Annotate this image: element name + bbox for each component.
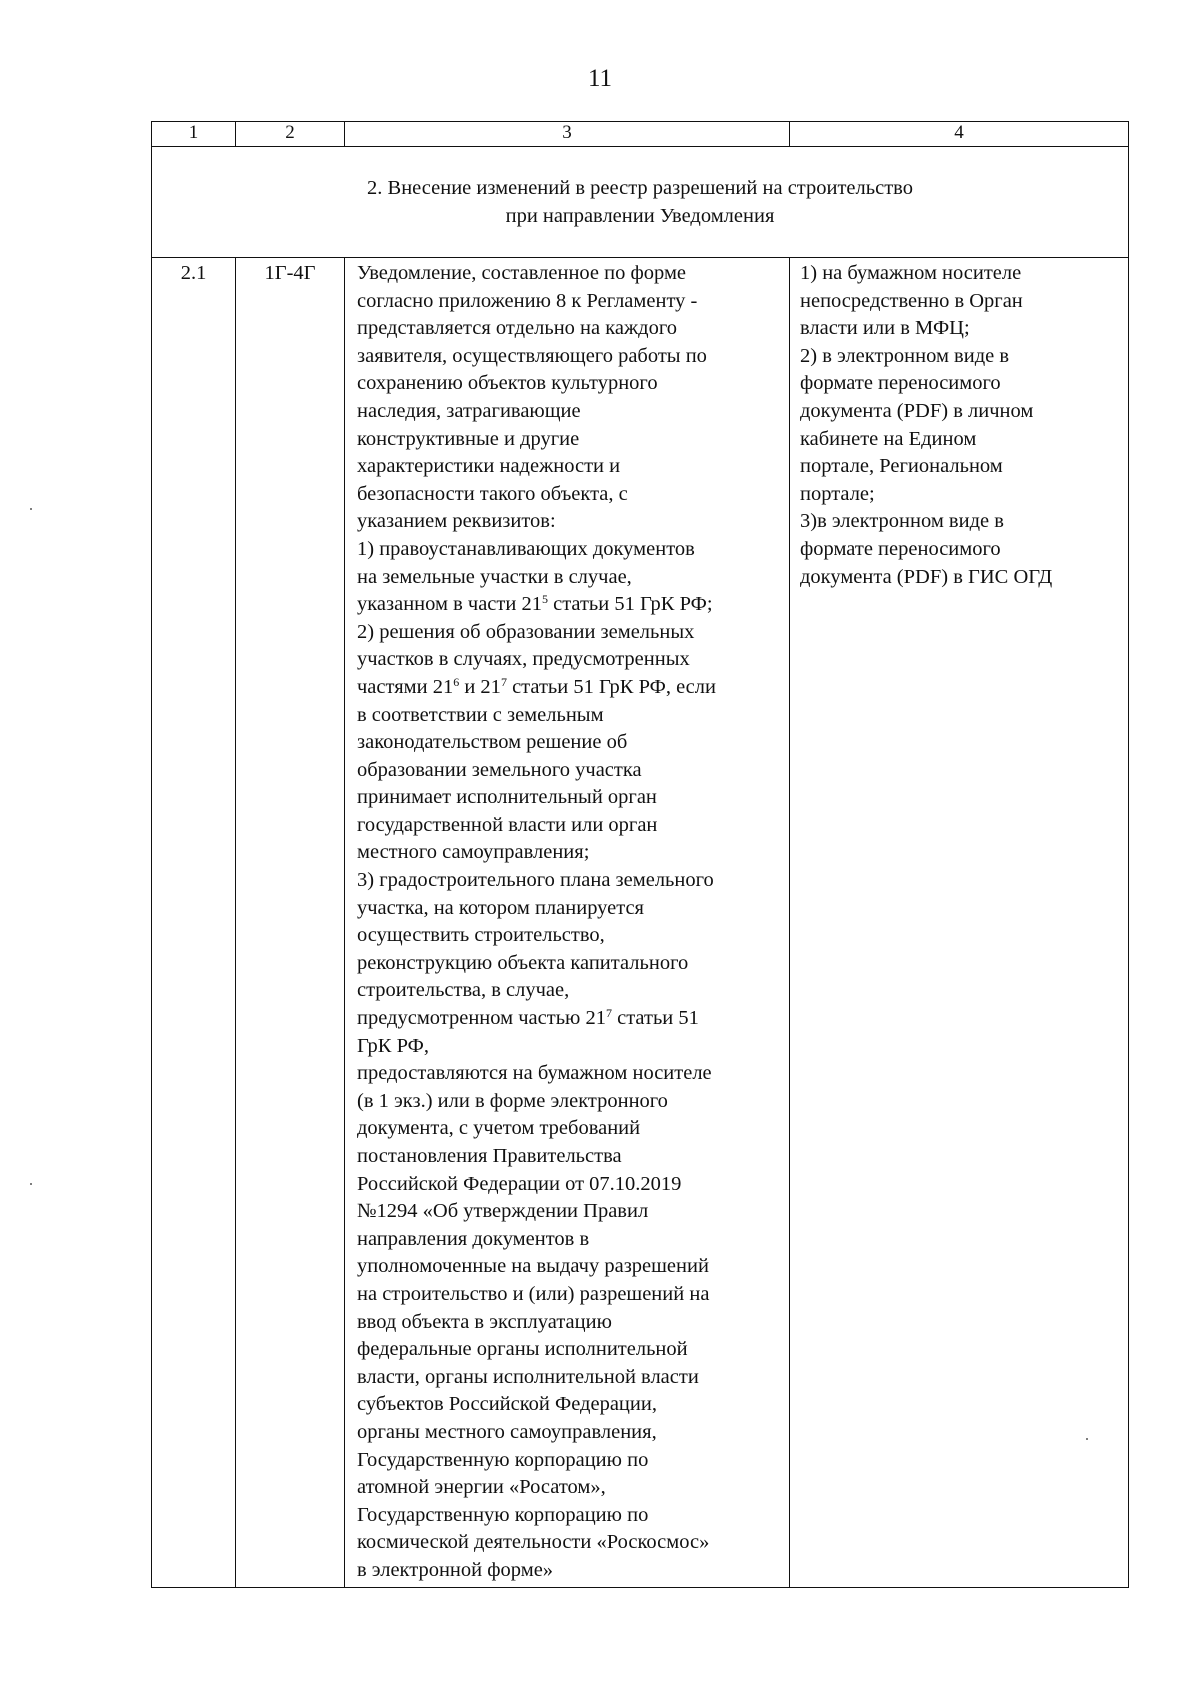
submission-method-line: формате переносимого (800, 372, 1001, 395)
description-line: предоставляются на бумажном носителе (357, 1062, 712, 1085)
description-line: Государственную корпорацию по (357, 1448, 649, 1471)
submission-method-lines (800, 260, 1124, 591)
submission-method-line: непосредственно в Орган (800, 289, 1023, 312)
section-title-line-2: при направлении Уведомления (505, 205, 775, 227)
description-line: 2) решения об образовании земельных (357, 620, 695, 643)
description-line: сохранению объектов культурного (357, 372, 658, 395)
description-line: реконструкцию объекта капитального (357, 951, 689, 974)
description-line: характеристики надежности и (357, 455, 621, 478)
description-line: документа, с учетом требований (357, 1117, 641, 1140)
regulation-table (151, 121, 1129, 1588)
description-line: наследия, затрагивающие (357, 399, 581, 422)
scan-speck (30, 1183, 32, 1185)
section-row (152, 147, 1129, 258)
description-line: (в 1 экз.) или в форме электронного (357, 1089, 668, 1112)
row-description (345, 258, 790, 1588)
description-line: атомной энергии «Росатом», (357, 1476, 606, 1499)
description-line: власти, органы исполнительной власти (357, 1365, 699, 1388)
submission-method-line: 1) на бумажном носителе (800, 262, 1022, 284)
description-line: в электронной форме» (357, 1558, 554, 1581)
description-line: строительства, в случае, (357, 979, 570, 1002)
description-line: ГрК РФ, (357, 1034, 429, 1057)
submission-method-line: формате переносимого (800, 537, 1001, 560)
description-line: согласно приложению 8 к Регламенту - (357, 289, 698, 312)
header-cell-4: 4 (790, 122, 1129, 147)
description-line: постановления Правительства (357, 1145, 622, 1167)
description-line: Уведомление, составленное по форме (357, 262, 687, 284)
description-line: космической деятельности «Роскосмос» (357, 1531, 710, 1554)
header-cell-3: 3 (345, 122, 790, 147)
description-line: государственной власти или орган (357, 813, 658, 836)
row-submission-methods (790, 258, 1129, 1588)
description-line: участка, на котором планируется (357, 896, 644, 919)
submission-method-line: документа (PDF) в ГИС ОГД (800, 565, 1053, 588)
description-line: образовании земельного участка (357, 758, 642, 781)
description-line: безопасности такого объекта, с (357, 482, 628, 505)
description-line: 3) градостроительного плана земельного (357, 869, 714, 892)
description-line: Государственную корпорацию по (357, 1503, 649, 1526)
submission-method-line: 2) в электронном виде в (800, 344, 1010, 367)
header-cell-1: 1 (152, 122, 236, 147)
description-line: заявителя, осуществляющего работы по (357, 344, 707, 367)
header-cell-2: 2 (236, 122, 345, 147)
description-line: конструктивные и другие (357, 427, 580, 450)
description-line: указанном в части $21^5$ статьи 51 ГрК РФ; (357, 592, 713, 616)
section-title-line-1: 2. Внесение изменений в реестр разрешений на строительство (367, 177, 913, 199)
description-line: субъектов Российской Федерации, (357, 1393, 657, 1416)
description-line: участков в случаях, предусмотренных (357, 648, 690, 671)
description-line: уполномоченные на выдачу разрешений (357, 1255, 709, 1278)
description-line: на земельные участки в случае, (357, 565, 632, 588)
scan-speck (1086, 1438, 1088, 1440)
description-line: осуществить строительство, (357, 924, 605, 947)
submission-method-line: портале, Региональном (800, 455, 1003, 478)
row-number: 2.1 (152, 258, 236, 1588)
table-header-row (152, 122, 1129, 147)
description-line: направления документов в (357, 1227, 590, 1250)
description-line: федеральные органы исполнительной (357, 1338, 688, 1361)
description-line: на строительство и (или) разрешений на (357, 1282, 710, 1305)
scan-speck (30, 508, 32, 510)
submission-method-line: кабинете на Едином (800, 427, 977, 450)
description-line: органы местного самоуправления, (357, 1420, 657, 1443)
submission-method-line: документа (PDF) в личном (800, 399, 1034, 422)
page-number: 11 (587, 65, 613, 92)
section-title (152, 147, 1129, 258)
description-line: законодательством решение об (357, 731, 628, 754)
description-line: ввод объекта в эксплуатацию (357, 1310, 612, 1333)
description-line: местного самоуправления; (357, 841, 590, 864)
description-line: Российской Федерации от 07.10.2019 (357, 1172, 682, 1195)
row-code: 1Г-4Г (236, 258, 345, 1588)
submission-method-line: 3)в электронном виде в (800, 510, 1004, 533)
description-line: 1) правоустанавливающих документов (357, 537, 695, 560)
submission-method-line: портале; (800, 482, 875, 505)
description-line: принимает исполнительный орган (357, 786, 657, 809)
description-line: представляется отдельно на каждого (357, 317, 677, 340)
description-line: №1294 «Об утверждении Правил (357, 1200, 649, 1223)
description-line: указанием реквизитов: (357, 510, 556, 533)
table-row (152, 258, 1129, 1588)
description-line: в соответствии с земельным (357, 703, 604, 726)
description-line: частями $21^6$ и $21^7$ статьи 51 ГрК РФ, если (357, 674, 716, 698)
description-lines (357, 260, 785, 1585)
description-line: предусмотренном частью $21^7$ статьи 51 (357, 1006, 699, 1030)
submission-method-line: власти или в МФЦ; (800, 317, 970, 340)
